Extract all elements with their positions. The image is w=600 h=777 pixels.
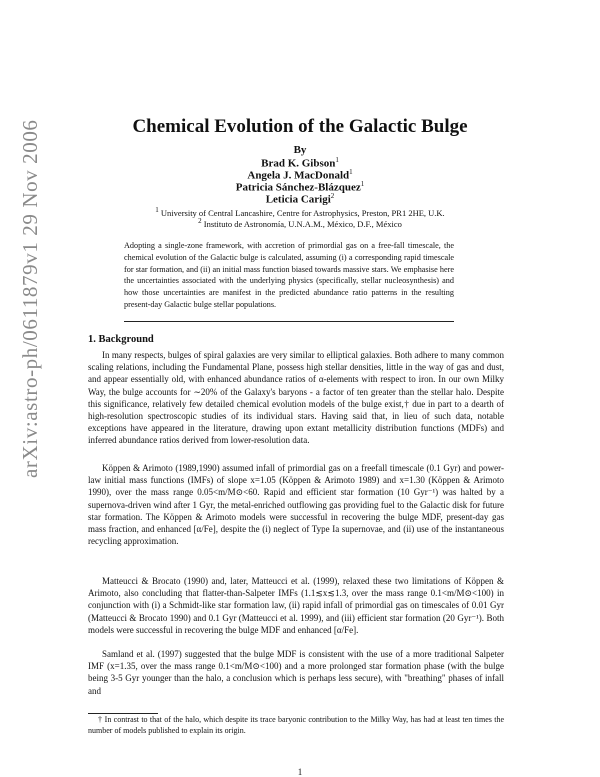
footnote: † In contrast to that of the halo, which despite its trace baryonic contribution to the Milky Way, has had at least ten times the number of models published to explain its origin. [88, 715, 504, 735]
author-mark: 2 [330, 192, 335, 200]
abstract: Adopting a single-zone framework, with accretion of primordial gas on a free-fall timescale, the chemical evolution of the Galactic bulge is calculated, assuming (i) a corresponding rapid timescale for star formation, and (ii) an initial mass function biased towards massive stars. We emphasise here the uncertainties associated with the underlying physics (specifically, stellar nucleosynthesis) and how those uncertainties are manifest in the predicted abundance ratio patterns in the resulting present-day Galactic bulge stellar populations. [124, 241, 454, 309]
affiliation-mark: 2 [198, 217, 202, 225]
page-number: 1 [297, 767, 303, 777]
paragraph-3: Matteucci & Brocato (1990) and, later, Matteucci et al. (1999), relaxed these two limitations of Köppen & Arimoto, also concluding that flatter-than-Salpeter IMFs (1.1≲x≲1.3, over the mass range 0.1<m/M⊙<100) in conjunction with (i) a Schmidt-like star formation law, (ii) rapid infall of primordial gas on timescales of 0.01 Gyr (Matteucci & Brocato 1990) and 0.1 Gyr (Matteucci et al. 1999), and (iii) efficient star formation (20 Gyr⁻¹). Both models were successful in recovering the bulge MDF and enhanced [α/Fe]. [88, 576, 504, 635]
author-name: Angela J. MacDonald [247, 169, 350, 182]
affiliation-text: University of Central Lancashire, Centre for Astrophysics, Preston, PR1 2HE, U.K. [160, 207, 445, 218]
author-mark: 1 [335, 156, 339, 164]
author-mark: 1 [349, 168, 353, 176]
affiliation-2 [0, 217, 600, 229]
arxiv-stamp: arXiv:astro-ph/0611879v1 29 Nov 2006 [18, 119, 42, 478]
by-line: By [293, 144, 307, 156]
paragraph-1: In many respects, bulges of spiral galaxies are very similar to elliptical galaxies. Both adhere to many common scaling relations, including the Fundamental Plane, possess high stellar densities, little in the way of gas and dust, and appear essentially old, with enhanced abundance ratios of α-elements with respect to iron. In our own Milky Way, the bulge accounts for ∼20% of the Galaxy's baryons - a factor of ten greater than the stellar halo. Despite this significance, relatively few detailed chemical evolution models of the bulge exist,† due in part to a dearth of high-resolution spectroscopic studies of its individual stars. Having said that, in lieu of such data, notable exceptions have appeared in the literature, drawing upon extant metallicity distribution functions (MDFs) and inferred abundance ratios derived from lower-resolution data. [88, 350, 504, 446]
author-4 [0, 192, 600, 206]
author-mark: 1 [360, 180, 365, 188]
author-name: Patricia Sánchez-Blázquez [235, 181, 361, 194]
affiliation-mark: 1 [155, 206, 159, 214]
affiliation-text: Instituto de Astronomía, U.N.A.M., México, D.F., México [203, 218, 402, 229]
author-name: Leticia Carigi [265, 193, 331, 206]
paper-title: Chemical Evolution of the Galactic Bulge [132, 116, 468, 137]
paragraph-2: Köppen & Arimoto (1989,1990) assumed infall of primordial gas on a freefall timescale (0.1 Gyr) and power-law initial mass functions (IMFs) of slope x=1.05 (Köppen & Arimoto 1989) and x=1.30 (Köppen & Arimoto 1990), over the mass range 0.05<m/M⊙<60. Rapid and efficient star formation (10 Gyr⁻¹) was halted by a supernova-driven wind after 1 Gyr, the metal-enriched outflowing gas providing fuel to the Galactic disk for future star formation. The Köppen & Arimoto models were successful in recovering the bulge MDF, present-day gas mass fraction, and enhanced [α/Fe], despite the (i) neglect of Type Ia supernovae, and (ii) use of the instantaneous recycling approximation. [88, 463, 504, 547]
author-name: Brad K. Gibson [261, 157, 336, 170]
paragraph-4: Samland et al. (1997) suggested that the bulge MDF is consistent with the use of a more traditional Salpeter IMF (x=1.35, over the mass range 0.1<m/M⊙<100) and a more prolonged star formation phase (with the bulge being 3-5 Gyr younger than the halo, a conclusion which is perhaps less secure), with "breathing" phases of infall and [88, 649, 504, 696]
abstract-divider [124, 321, 454, 322]
footnote-divider [88, 713, 158, 714]
section-heading: 1. Background [88, 334, 154, 345]
